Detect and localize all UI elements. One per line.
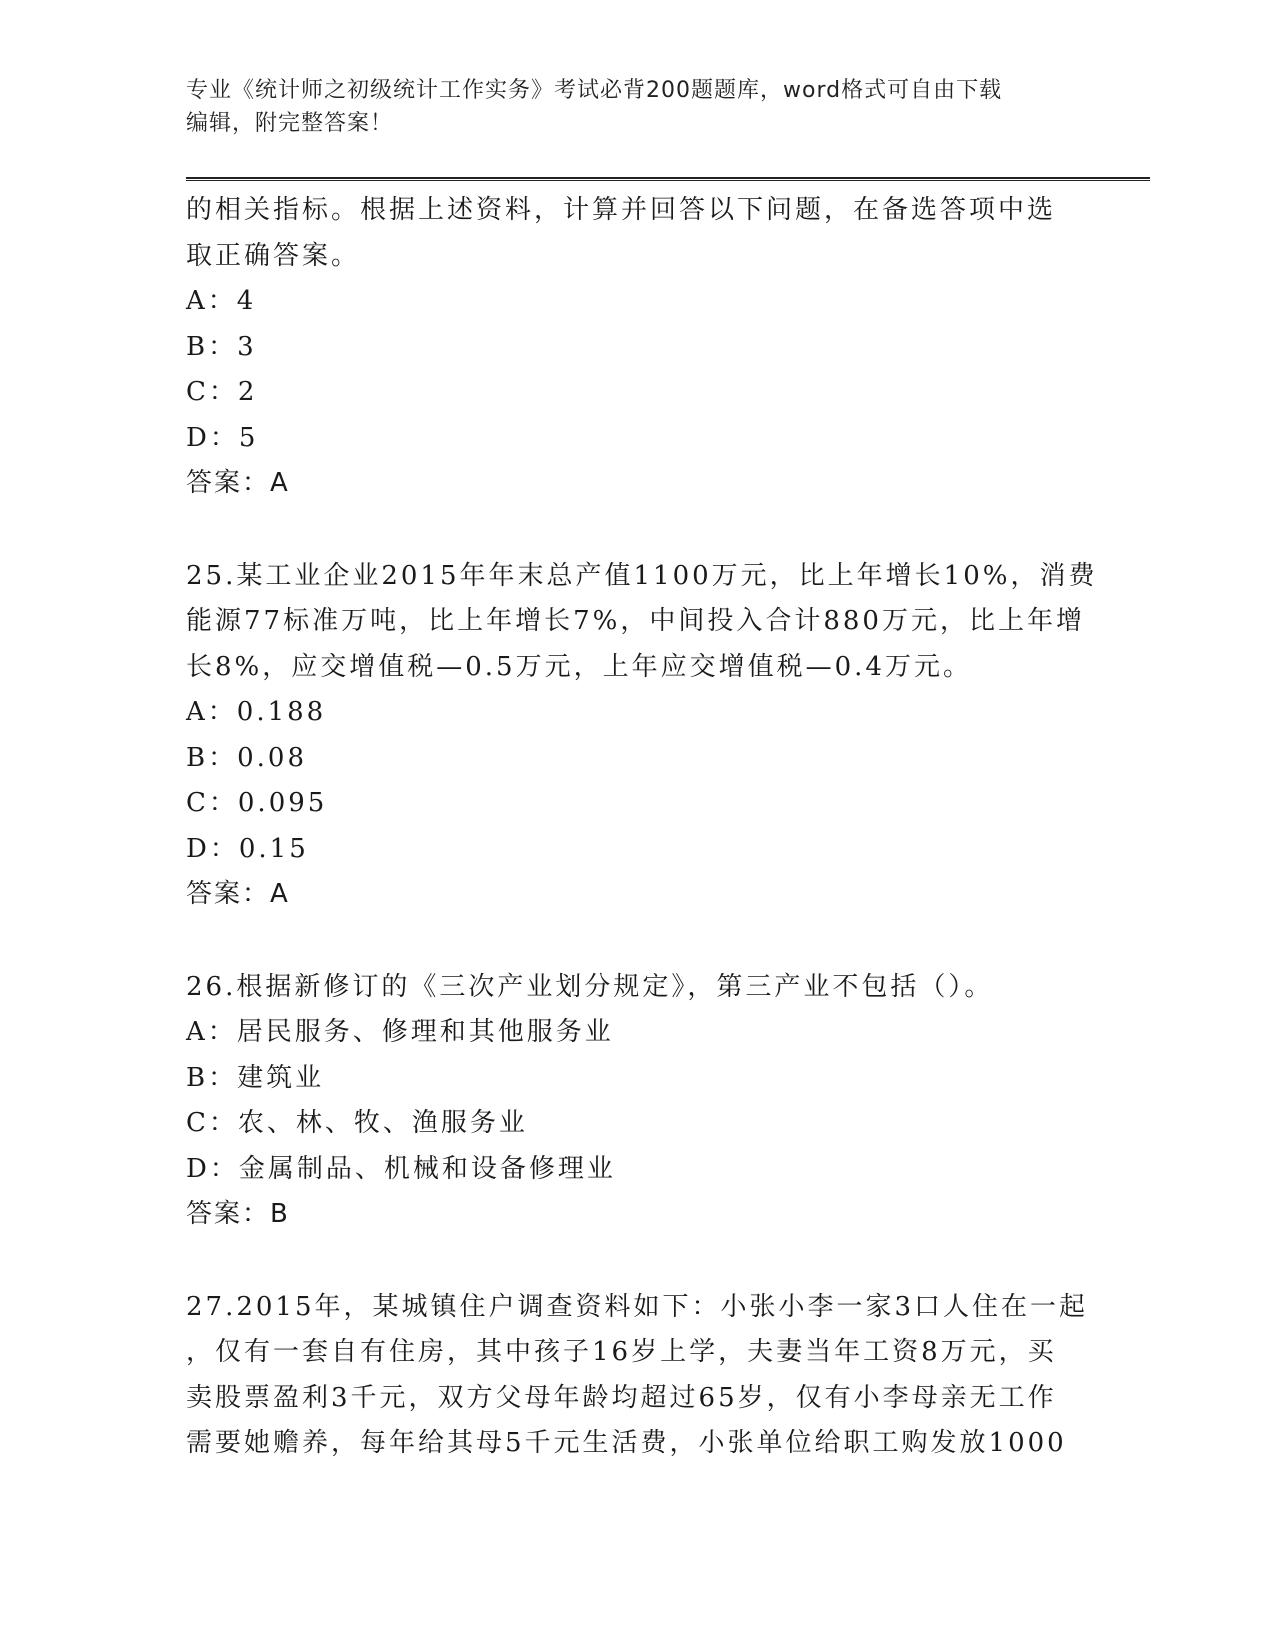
option-d: D：金属制品、机械和设备修理业 <box>186 1153 616 1184</box>
option-b: B：建筑业 <box>186 1062 325 1093</box>
question-stem-line: 取正确答案。 <box>186 240 361 271</box>
header-divider <box>186 177 1150 181</box>
option-d: D：0.15 <box>186 833 309 864</box>
question-25 <box>186 554 1098 918</box>
question-spacer <box>186 1238 1086 1285</box>
question-spacer <box>186 507 1086 554</box>
option-b: B：3 <box>186 331 257 362</box>
question-stem-line: 能源77标准万吨，比上年增长7%，中间投入合计880万元，比上年增 <box>186 606 1085 636</box>
header-line-2: 编辑，附完整答案！ <box>186 111 394 136</box>
answer-line: 答案：B <box>186 1199 290 1229</box>
option-a: A：4 <box>186 286 257 316</box>
option-c: C：农、林、牧、渔服务业 <box>186 1108 528 1138</box>
option-c: C：2 <box>186 377 258 407</box>
question-24 <box>186 188 1086 507</box>
question-stem-line: 26.根据新修订的《三次产业划分规定》，第三产业不包括（）。 <box>186 971 994 1002</box>
answer-line: 答案：A <box>186 879 290 909</box>
header-line-1: 专业《统计师之初级统计工作实务》考试必背200题题库，word格式可自由下载 <box>186 78 1003 103</box>
question-27 <box>186 1285 1089 1467</box>
question-stem-line: ，仅有一套自有住房，其中孩子16岁上学，夫妻当年工资8万元，买 <box>186 1337 1057 1367</box>
option-b: B：0.08 <box>186 742 307 773</box>
question-stem-line: 卖股票盈利3千元，双方父母年龄均超过65岁，仅有小李母亲无工作 <box>186 1382 1057 1413</box>
option-a: A：0.188 <box>186 697 327 727</box>
document-header <box>186 74 1086 140</box>
answer-line: 答案：A <box>186 468 290 498</box>
question-stem-line: 25.某工业企业2015年年末总产值1100万元，比上年增长10%，消费 <box>186 560 1098 591</box>
question-stem-line: 需要她赡养，每年给其母5千元生活费，小张单位给职工购发放1000 <box>186 1428 1067 1458</box>
question-stem-line: 的相关指标。根据上述资料，计算并回答以下问题，在备选答项中选 <box>186 195 1057 225</box>
question-stem-line: 27.2015年，某城镇住户调查资料如下：小张小李一家3口人住在一起 <box>186 1291 1089 1322</box>
question-stem-line: 长8%，应交增值税—0.5万元，上年应交增值税—0.4万元。 <box>186 651 972 682</box>
question-26 <box>186 965 1086 1238</box>
option-a: A：居民服务、修理和其他服务业 <box>186 1017 614 1047</box>
document-body <box>186 188 1098 1467</box>
option-c: C：0.095 <box>186 788 328 818</box>
question-spacer <box>186 918 1086 965</box>
option-d: D：5 <box>186 422 259 453</box>
